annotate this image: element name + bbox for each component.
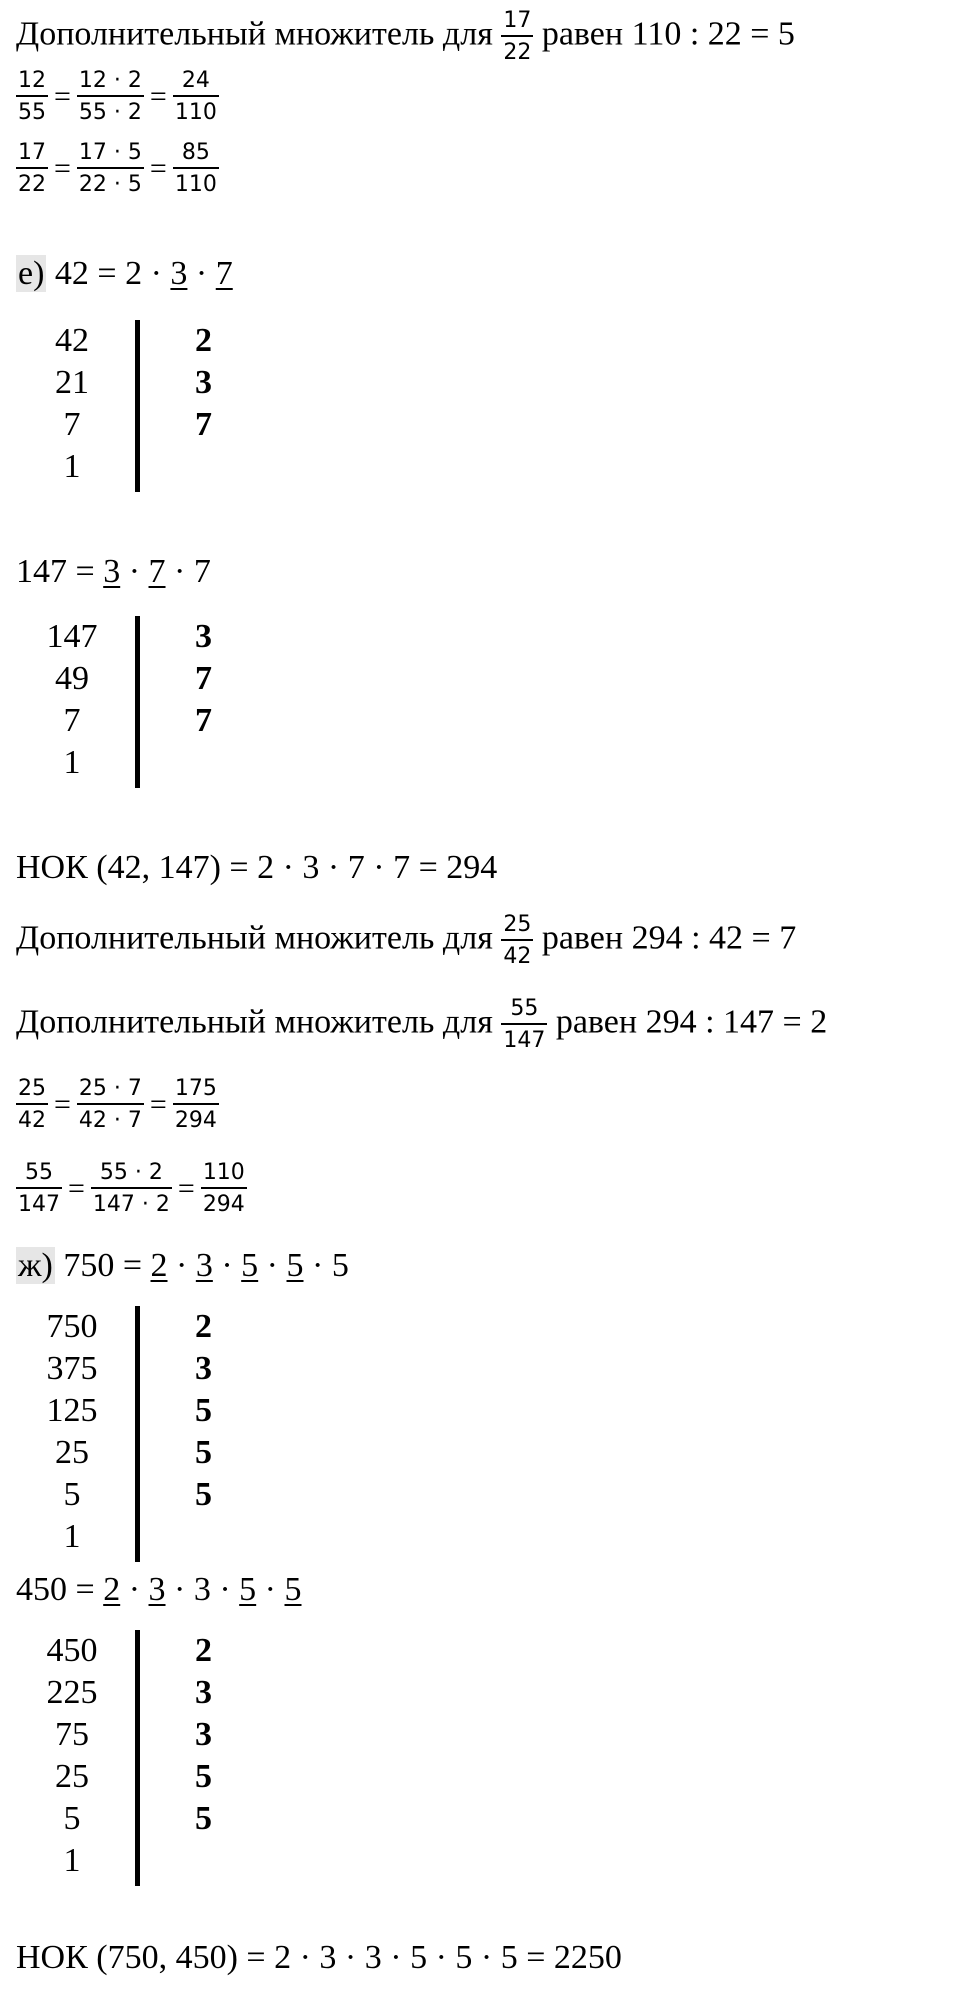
divisor-value: 2 [195,1632,212,1669]
factorization-450: 450 = 2 · 3 · 3 · 5 · 5 [16,1571,302,1608]
divisor-value: 3 [195,618,212,655]
dividend-value: 750 [46,1308,98,1345]
fraction: $\frac{17 \cdot 5}{22 \cdot 5}$ [78,140,142,198]
ladder-row [0,1840,260,1882]
dividend-value: 375 [46,1350,98,1387]
part-label: ж) [18,1247,53,1284]
ladder-row [0,658,260,700]
ladder-row [0,362,260,404]
dividend-value: 7 [63,406,81,443]
part-e-factorization: е) 42 = 2 · 3 · 7 [18,255,233,292]
ladder-row [0,1714,260,1756]
dividend-value: 1 [63,1518,81,1555]
fraction: $\frac{55}{147}$ [18,1160,60,1218]
ladder-row [0,1672,260,1714]
dividend-value: 25 [55,1758,89,1795]
fraction: $\frac{85}{110}$ [174,140,217,198]
dividend-value: 75 [55,1716,89,1753]
fraction: $\frac{55 \cdot 2}{147 \cdot 2}$ [92,1160,170,1218]
dividend-value: 1 [63,1842,81,1879]
fraction-equation-3: $\frac{25}{42}$ = $\frac{25 \cdot 7}{42 \cdot 7}$ = $\frac{175}{294}$ [18,1076,217,1134]
ladder-row [0,700,260,742]
fraction-17-22: $\frac{17}{22}$ [503,8,532,66]
dividend-value: 25 [55,1434,89,1471]
dividend-value: 225 [46,1674,98,1711]
ladder-row [0,1630,260,1672]
fraction-25-42: $\frac{25}{42}$ [503,912,532,970]
extra-factor-line-1: Дополнительный множитель для $\frac{17}{22}$ равен 110 : 22 = 5 [16,8,795,66]
dividend-value: 1 [63,744,81,781]
factor-ladder-42 [0,320,260,488]
fraction-equation-4: $\frac{55}{147}$ = $\frac{55 \cdot 2}{147 \cdot 2}$ = $\frac{110}{294}$ [18,1160,245,1218]
ladder-row [0,320,260,362]
divisor-value: 3 [195,1716,212,1753]
dividend-value: 49 [55,660,89,697]
ladder-row [0,1348,260,1390]
dividend-value: 1 [63,448,81,485]
fraction: $\frac{24}{110}$ [174,68,217,126]
ladder-row [0,742,260,784]
fraction: $\frac{175}{294}$ [174,1076,217,1134]
divisor-value: 5 [195,1392,212,1429]
ladder-row [0,404,260,446]
fraction-equation-1: $\frac{12}{55}$ = $\frac{12 \cdot 2}{55 \cdot 2}$ = $\frac{24}{110}$ [18,68,217,126]
factor-ladder-750 [0,1306,260,1558]
factor-ladder-450 [0,1630,260,1882]
extra-factor-line-3: Дополнительный множитель для $\frac{55}{147}$ равен 294 : 147 = 2 [16,996,828,1054]
dividend-value: 5 [63,1800,81,1837]
ladder-row [0,1390,260,1432]
divisor-value: 7 [195,660,212,697]
fraction: $\frac{110}{294}$ [202,1160,245,1218]
divisor-value: 2 [195,1308,212,1345]
factor-ladder-147 [0,616,260,784]
fraction: $\frac{25}{42}$ [18,1076,46,1134]
dividend-value: 7 [63,702,81,739]
fraction: $\frac{25 \cdot 7}{42 \cdot 7}$ [78,1076,142,1134]
ladder-row [0,616,260,658]
divisor-value: 5 [195,1800,212,1837]
divisor-value: 5 [195,1758,212,1795]
divisor-value: 7 [195,406,212,443]
factorization-147: 147 = 3 · 7 · 7 [16,553,211,590]
divisor-value: 3 [195,364,212,401]
divisor-value: 2 [195,322,212,359]
fraction-55-147: $\frac{55}{147}$ [503,996,546,1054]
part-label: е) [18,255,45,292]
ladder-row [0,1432,260,1474]
dividend-value: 42 [55,322,89,359]
ladder-row [0,1474,260,1516]
fraction: $\frac{12 \cdot 2}{55 \cdot 2}$ [78,68,142,126]
dividend-value: 147 [46,618,98,655]
part-zh-factorization: ж) 750 = 2 · 3 · 5 · 5 · 5 [18,1247,349,1284]
ladder-row [0,1798,260,1840]
fraction: $\frac{12}{55}$ [18,68,46,126]
lcm-42-147: НОК (42, 147) = 2 · 3 · 7 · 7 = 294 [16,849,498,886]
dividend-value: 5 [63,1476,81,1513]
ladder-row [0,1516,260,1558]
divisor-value: 7 [195,702,212,739]
extra-factor-line-2: Дополнительный множитель для $\frac{25}{42}$ равен 294 : 42 = 7 [16,912,797,970]
ladder-row [0,446,260,488]
ladder-row [0,1756,260,1798]
divisor-value: 3 [195,1674,212,1711]
dividend-value: 125 [46,1392,98,1429]
fraction-equation-2: $\frac{17}{22}$ = $\frac{17 \cdot 5}{22 \cdot 5}$ = $\frac{85}{110}$ [18,140,217,198]
dividend-value: 21 [55,364,89,401]
ladder-row [0,1306,260,1348]
divisor-value: 5 [195,1434,212,1471]
dividend-value: 450 [46,1632,98,1669]
fraction: $\frac{17}{22}$ [18,140,46,198]
divisor-value: 5 [195,1476,212,1513]
lcm-750-450: НОК (750, 450) = 2 · 3 · 3 · 5 · 5 · 5 = 2250 [16,1939,622,1976]
divisor-value: 3 [195,1350,212,1387]
